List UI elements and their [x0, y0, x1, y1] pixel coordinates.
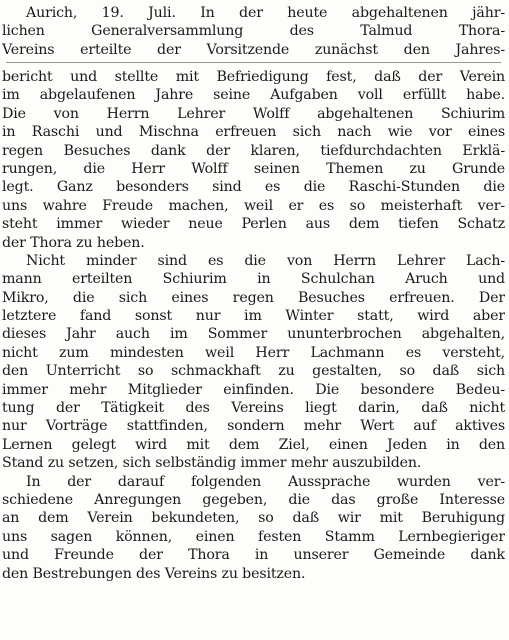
text-line: schiedene Anregungen gegeben, die das große Interesse [2, 491, 505, 508]
text-line: und Freunde der Thora in unserer Gemeinde dank [2, 547, 505, 564]
text-line: Nicht minder sind es die von Herrn Lehrer Lach- [26, 252, 505, 269]
text-line: in Raschi und Mischna erfreuen sich nach wie vor eines [2, 124, 505, 141]
column-divider [6, 62, 501, 63]
text-line: letztere fand sonst nur im Winter statt, wird aber [2, 308, 505, 325]
text-line: uns wahre Freude machen, weil er es so meisterhaft ver- [2, 197, 505, 214]
text-line: im abgelaufenen Jahre seine Aufgaben voll erfüllt habe. [2, 87, 505, 104]
text-line: mann erteilten Schiurim in Schulchan Aruch und [2, 271, 505, 288]
text-line: immer mehr Mitglieder einfinden. Die besondere Bedeu- [2, 381, 505, 398]
article-body [2, 68, 505, 583]
text-line: Lernen gelegt wird mit dem Ziel, einen Jeden in den [2, 436, 505, 453]
paragraph [2, 68, 505, 252]
text-line: Aurich, 19. Juli. In der heute abgehaltenen jähr- [26, 5, 505, 21]
text-line: der Thora zu heben. [2, 234, 145, 251]
text-line: Mikro, die sich eines regen Besuches erfreuen. Der [2, 289, 505, 306]
text-line: tung der Tätigkeit des Vereins liegt darin, daß nicht [2, 400, 505, 417]
text-line: Vereins erteilte der Vorsitzende zunächst den Jahres- [2, 41, 505, 58]
text-line: nur Vorträge stattfinden, sondern mehr Wert auf aktives [2, 418, 505, 435]
text-line: Die von Herrn Lehrer Wolff abgehaltenen Schiurim [2, 105, 505, 122]
article-header-text [2, 4, 505, 59]
text-line: den Unterricht so schmackhaft zu gestalten, so daß sich [2, 363, 505, 380]
text-line: Stand zu setzen, sich selbständig immer mehr auszubilden. [2, 455, 422, 472]
text-line: uns sagen können, einen festen Stamm Lernbegieriger [2, 528, 505, 545]
text-line: regen Besuches dank der klaren, tiefdurchdachten Erklä- [2, 142, 505, 159]
text-line: dieses Jahr auch im Sommer ununterbrochen abgehalten, [2, 326, 505, 343]
text-line: In der darauf folgenden Aussprache wurden ver- [26, 473, 505, 490]
text-line: legt. Ganz besonders sind es die Raschi-Stunden die [2, 179, 505, 196]
paragraph [2, 473, 505, 583]
paragraph [2, 252, 505, 473]
text-line: bericht und stellte mit Befriedigung fest, daß der Verein [2, 69, 505, 85]
text-line: an dem Verein bekundeten, so daß wir mit Beruhigung [2, 510, 505, 527]
text-line: rungen, die Herr Wolff seinen Themen zu Grunde [2, 160, 505, 177]
text-line: lichen Generalversammlung des Talmud Thora- [2, 23, 505, 40]
text-line: den Bestrebungen des Vereins zu besitzen. [2, 565, 306, 582]
text-line: steht immer wieder neue Perlen aus dem tiefen Schatz [2, 216, 505, 233]
text-line: nicht zum mindesten weil Herr Lachmann es versteht, [2, 344, 505, 361]
